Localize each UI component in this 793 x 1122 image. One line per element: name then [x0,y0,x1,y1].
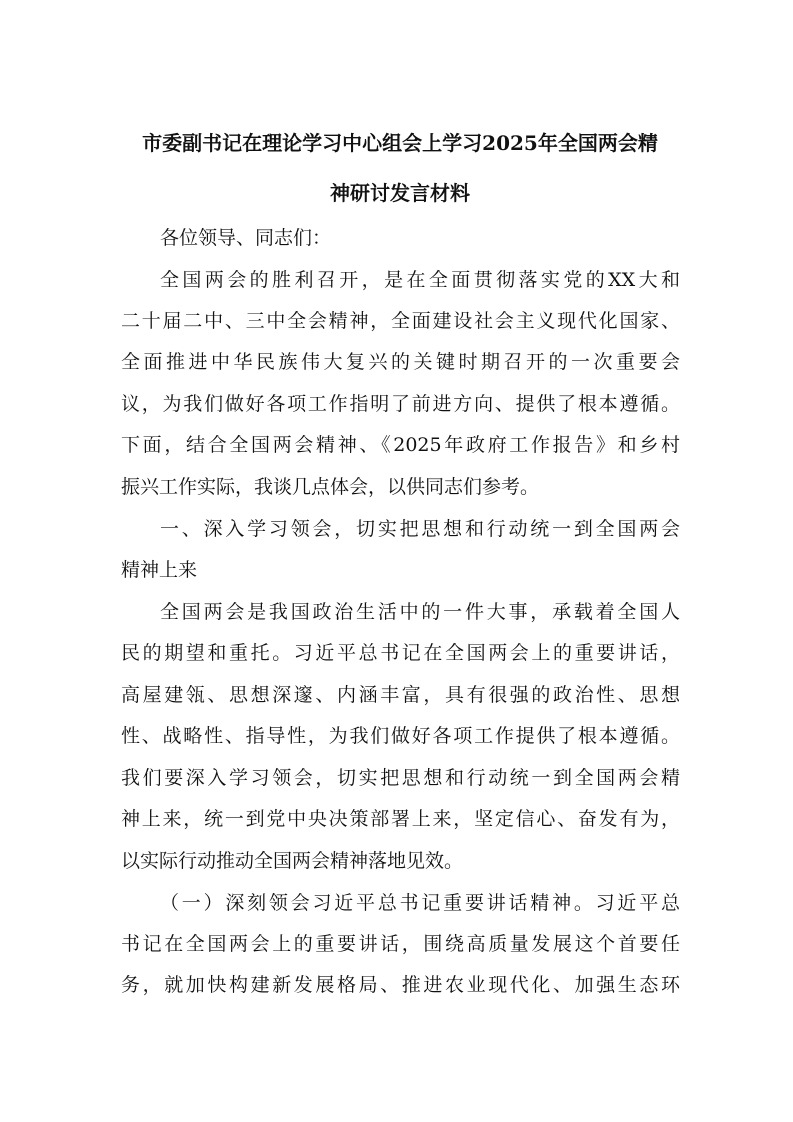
document-title-line-1: 市委副书记在理论学习中心组会上学习2025年全国两会精 [142,131,658,155]
body-line: 高屋建瓴、思想深邃、内涵丰富，具有很强的政治性、思想 [121,684,680,706]
body-line: 性、战略性、指导性，为我们做好各项工作提供了根本遵循。 [121,725,680,747]
body-line: 下面，结合全国两会精神、《2025年政府工作报告》和乡村 [121,434,680,456]
body-line: 书记在全国两会上的重要讲话，围绕高质量发展这个首要任 [121,933,680,955]
body-line: 我们要深入学习领会，切实把思想和行动统一到全国两会精 [121,767,680,789]
body-line: 全国两会的胜利召开，是在全面贯彻落实党的XX大和 [160,269,680,291]
body-line: 全面推进中华民族伟大复兴的关键时期召开的一次重要会 [121,351,680,373]
body-line: 振兴工作实际，我谈几点体会，以供同志们参考。 [121,476,540,498]
body-line: 务，就加快构建新发展格局、推进农业现代化、加强生态环 [121,974,680,996]
body-line: 神上来，统一到党中央决策部署上来，坚定信心、奋发有为， [121,808,680,830]
body-line: 议，为我们做好各项工作指明了前进方向、提供了根本遵循。 [121,393,680,415]
salutation: 各位领导、同志们： [160,227,332,249]
body-line: 以实际行动推动全国两会精神落地见效。 [121,850,464,872]
body-line: 民的期望和重托。习近平总书记在全国两会上的重要讲话， [121,642,680,664]
body-line: 全国两会是我国政治生活中的一件大事，承载着全国人 [160,601,680,623]
section-heading-line: 一、深入学习领会，切实把思想和行动统一到全国两会 [160,518,680,540]
subsection-line: （一）深刻领会习近平总书记重要讲话精神。习近平总 [160,892,680,914]
section-heading-line: 精神上来 [121,559,198,581]
document-title-line-2: 神研讨发言材料 [330,181,470,205]
body-line: 二十届二中、三中全会精神，全面建设社会主义现代化国家、 [121,310,680,332]
